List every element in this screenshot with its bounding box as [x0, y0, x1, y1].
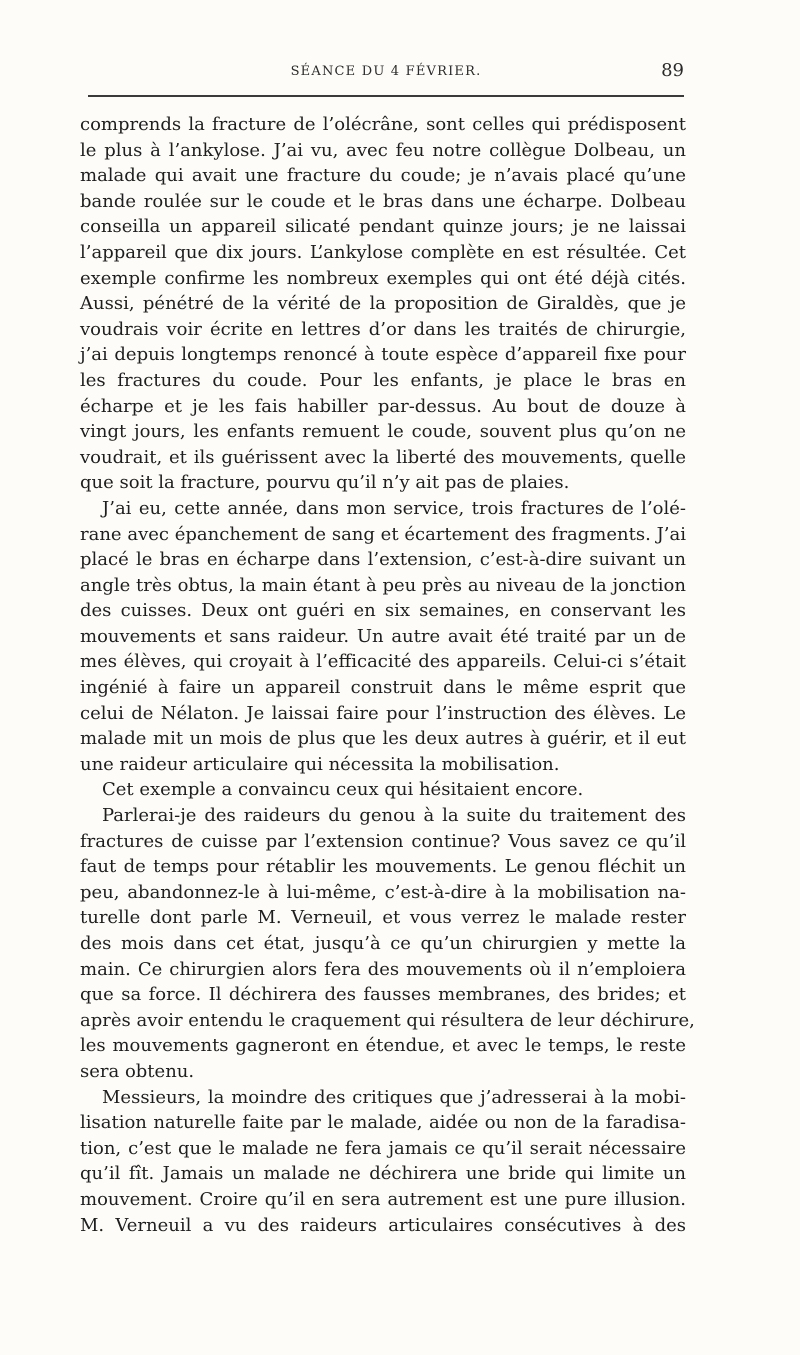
text-line: faut de temps pour rétablir les mouvements. Le genou fléchit un: [80, 856, 686, 878]
text-line: conseilla un appareil silicaté pendant quinze jours; je ne laissai: [80, 216, 686, 238]
paragraph: [80, 1085, 686, 1239]
text-line: fractures de cuisse par l’extension continue? Vous savez ce qu’il: [80, 830, 686, 852]
text-line: sera obtenu.: [80, 1060, 195, 1082]
text-line: Aussi, pénétré de la vérité de la proposition de Giraldès, que je: [80, 293, 686, 315]
running-head: [88, 60, 684, 84]
text-line: ingénié à faire un appareil construit dans le même esprit que: [80, 677, 686, 699]
text-line: Parlerai-je des raideurs du genou à la suite du traitement des: [102, 805, 686, 827]
text-line: exemple confirme les nombreux exemples qui ont été déjà cités.: [80, 267, 686, 289]
text-line: angle très obtus, la main étant à peu près au niveau de la jonction: [80, 574, 686, 596]
paragraph: [80, 112, 686, 496]
text-line: Messieurs, la moindre des critiques que j’adresserai à la mobi-: [102, 1086, 686, 1108]
text-line: malade mit un mois de plus que les deux autres à guérir, et il eut: [80, 728, 686, 750]
text-line: main. Ce chirurgien alors fera des mouvements où il n’emploiera: [80, 958, 686, 980]
paragraph: [80, 777, 686, 803]
text-line: bande roulée sur le coude et le bras dans une écharpe. Dolbeau: [80, 190, 686, 212]
text-line: des mois dans cet état, jusqu’à ce qu’un chirurgien y mette la: [80, 933, 686, 954]
text-line: des cuisses. Deux ont guéri en six semaines, en conservant les: [80, 600, 686, 622]
text-line: placé le bras en écharpe dans l’extension, c’est-à-dire suivant un: [80, 549, 686, 571]
header-rule: [88, 95, 684, 97]
text-line: mes élèves, qui croyait à l’efficacité des appareils. Celui-ci s’était: [80, 651, 686, 673]
text-line: peu, abandonnez-le à lui-même, c’est-à-dire à la mobilisation na-: [80, 881, 686, 903]
text-line: après avoir entendu le craquement qui résultera de leur déchirure,: [80, 1009, 695, 1031]
text-line: Cet exemple a convaincu ceux qui hésitaient encore.: [102, 779, 584, 801]
text-line: écharpe et je les fais habiller par-dessus. Au bout de douze à: [80, 395, 686, 417]
running-title: SÉANCE DU 4 FÉVRIER.: [290, 64, 482, 79]
text-line: voudrais voir écrite en lettres d’or dans les traités de chirurgie,: [80, 318, 686, 340]
text-line: lisation naturelle faite par le malade, aidée ou non de la faradisa-: [80, 1112, 686, 1134]
text-line: les fractures du coude. Pour les enfants, je place le bras en: [80, 369, 686, 391]
text-line: M. Verneuil a vu des raideurs articulaires consécutives à des: [80, 1214, 686, 1236]
text-line: que sa force. Il déchirera des fausses membranes, des brides; et: [80, 984, 686, 1006]
text-line: malade qui avait une fracture du coude; je n’avais placé qu’une: [80, 165, 686, 187]
text-line: vingt jours, les enfants remuent le coude, souvent plus qu’on ne: [80, 421, 686, 443]
page-number: 89: [661, 60, 684, 81]
text-line: les mouvements gagneront en étendue, et avec le temps, le reste: [80, 1035, 686, 1057]
body-text: [80, 112, 695, 1238]
text-line: une raideur articulaire qui nécessita la mobilisation.: [80, 753, 560, 775]
text-line: J’ai eu, cette année, dans mon service, trois fractures de l’olé-: [102, 497, 686, 519]
text-line: turelle dont parle M. Verneuil, et vous verrez le malade rester: [80, 907, 686, 929]
text-line: mouvement. Croire qu’il en sera autrement est une pure illusion.: [80, 1188, 686, 1210]
paragraph: [80, 803, 695, 1085]
text-line: qu’il fît. Jamais un malade ne déchirera une bride qui limite un: [80, 1163, 686, 1185]
text-line: le plus à l’ankylose. J’ai vu, avec feu notre collègue Dolbeau, un: [80, 139, 686, 161]
text-line: rane avec épanchement de sang et écartement des fragments. J’ai: [80, 523, 686, 545]
text-line: l’appareil que dix jours. L’ankylose complète en est résultée. Cet: [80, 241, 686, 263]
text-line: que soit la fracture, pourvu qu’il n’y ait pas de plaies.: [80, 472, 570, 494]
text-line: celui de Nélaton. Je laissai faire pour l’instruction des élèves. Le: [80, 702, 686, 724]
text-line: j’ai depuis longtemps renoncé à toute espèce d’appareil fixe pour: [80, 344, 686, 366]
text-line: comprends la fracture de l’olécrâne, sont celles qui prédisposent: [80, 114, 686, 135]
text-line: mouvements et sans raideur. Un autre avait été traité par un de: [80, 625, 686, 647]
text-line: tion, c’est que le malade ne fera jamais ce qu’il serait nécessaire: [80, 1137, 686, 1159]
text-line: voudrait, et ils guérissent avec la liberté des mouvements, quelle: [80, 446, 686, 468]
paragraph: [80, 496, 686, 778]
